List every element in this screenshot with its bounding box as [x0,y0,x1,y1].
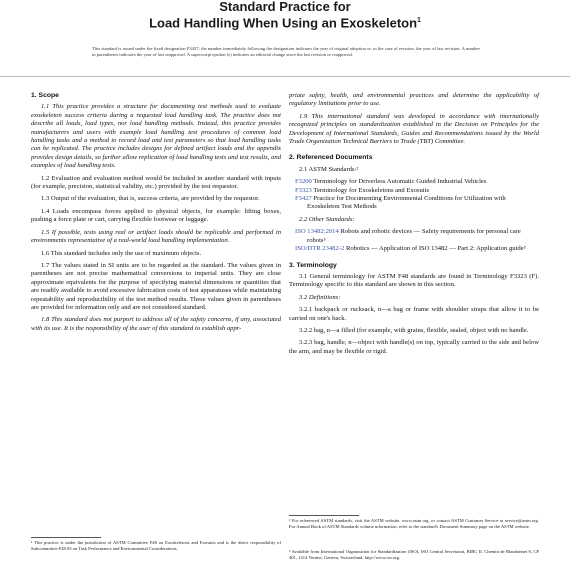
definition-bag-handle: 3.2.3 bag, handle, n—object with handle(s) on top, typically carried to the side and below the arm, and may be flexible or rigid. [289,339,539,355]
paragraph-1-4: 1.4 Loads encompass forces applied to physical objects, for example: lifting boxes, pushing a force plate or cart, carrying flexible footwear or luggage. [31,207,281,224]
reference-item [289,245,539,253]
reference-code-link[interactable]: F3323 [295,186,312,194]
title-line-2 [0,14,570,30]
paragraph-1-8-continued: priate safety, health, and environmental practices and determine the applicability of regulatory limitations prior to use. [289,92,539,108]
paragraph-3-1: 3.1 General terminology for ASTM F48 standards are found in Terminology F3323 (F). Terminology specific to this standard are shown in this section. [289,272,539,289]
left-column [31,92,281,337]
astm-standards-label: 2.1 ASTM Standards:² [299,165,359,173]
reference-title: Terminology for Driverless Automatic Guided Industrial Vehicles [313,178,487,186]
reference-item [289,178,539,186]
paragraph-1-2: 1.2 Evaluation and evaluation method would be included in another standard with inputs (for example, precision, statistical validity, etc.) provided by the test requestor. [31,174,281,191]
paragraph-3-2: 3.2 Definitions: [299,293,341,301]
title-line-1: Standard Practice for [219,0,351,14]
other-standards-label: 2.2 Other Standards: [299,215,355,223]
paragraph-1-9: 1.9 This international standard was developed in accordance with internationally recognized principles on standardization established in the Decision on Principles for the Development of International Standards, Guides and Recommendations issued by the World Trade Organization Technical Barriers to Trade (TBT) Committee. [289,112,539,146]
reference-code-link[interactable]: ISO 13482:2014 [295,228,339,236]
paragraph-1-3: 1.3 Output of the evaluation, that is, success criteria, are provided by the requestor. [41,195,260,203]
reference-code-link[interactable]: F3200 [295,178,312,186]
paragraph-1-1: 1.1 This practice provides a structure for documenting test methods used to evaluate exoskeleton success criteria during a requested load handling task. The practice does not describe all loads, load types, nor load handling methods. Instead, this practice provides manufacturers and users with example load handling test procedures of common load handling tasks and a method to record load and test parameters so that load handling tasks can be replicated. The practice includes designs for defined artifact loads and the appendix provides design details, so further allow replication of load handling tests and test results, and examples of load handling tests. [31,103,281,170]
definition-bag: 3.2.2 bag, n—a filled (for example, with grains, flexible, sealed, object with no handle. [299,326,529,334]
reference-item [289,187,539,195]
reference-code-link[interactable]: F3427 [295,195,312,203]
reference-title: Robotics — Application of ISO 13482 — Part 2: Application guide³ [345,245,526,253]
reference-item [289,195,539,212]
reference-title: Terminology for Exoskeletons and Exosuits [313,186,430,194]
reference-code-link[interactable]: ISO/DTR 23482-2 [295,245,345,253]
paragraph-1-6: 1.6 This standard includes only the use of maximum objects. [41,249,202,257]
paragraph-1-7: 1.7 The values stated in SI units are to be regarded as the standard. The values given in parentheses are not precise mathematical conversions to imperial units. They are close approximate equivalents for the purpose of specifying material dimensions or quantities that are readily available to avoid excessive fabrication costs of test apparatuses while maintaining repeatability and reproducibility of the test method results. These values given in parentheses are provided for information only and are not considered standard. [31,261,281,311]
right-column [289,92,539,360]
paragraph-1-8: 1.8 This standard does not purport to address all of the safety concerns, if any, associated with its use. It is the responsibility of the user of this standard to establish appr- [31,316,281,332]
paragraph-1-5: 1.5 If possible, tests using real or artifact loads should be replicable and performed in environments representative of a real-world load handling implementation. [31,228,281,245]
issuance-notice: This standard is issued under the fixed designation F3427; the number immediately following the designation indicates the year of original adoption or, in the case of revision, the year of last revision. A number in parentheses indicates the year of last reapproval. A superscript epsilon (ε) indicates an editorial change since the last revision or reapproval. [92,46,480,57]
section-scope-heading: 1. Scope [31,92,59,99]
section-referenced-documents-heading: 2. Referenced Documents [289,154,373,162]
section-terminology-heading: 3. Terminology [289,261,337,269]
header-divider [0,76,570,77]
footnote-1: ¹ This practice is under the jurisdiction of ASTM Committee F48 on Exoskeletons and Exosuits and is the direct responsibility of Subcommittee F48.03 on Task Performance and Environmental Considerations. [31,540,281,551]
footnote-3: ³ Available from International Organization for Standardization (ISO), ISO Central Secretariat, BIBC II, Chemin de Blandonnet 8, CP 401, 1214 Vernier, Geneva, Switzerland, http://www.iso.org. [289,549,539,560]
reference-item [289,228,539,245]
footnote-divider-right [289,515,359,516]
title-text: Load Handling When Using an Exoskeleton [149,15,418,31]
reference-title: Practice for Documenting Environmental Conditions for Utilization with Exoskeleton Test Methods [307,195,506,211]
footnote-divider-left [31,537,101,538]
footnote-2: ² For referenced ASTM standards, visit the ASTM website, www.astm.org, or contact ASTM Customer Service at service@astm.org. For Annual Book of ASTM Standards volume information, refer to the standard's Document Summary page on the ASTM website. [289,518,539,529]
definition-backpack: 3.2.1 backpack or rucksack, n—a bag or frame with shoulder straps that allow it to be carried on one's back. [289,306,539,322]
title-footnote-mark: 1 [417,17,421,24]
reference-title: Robots and robotic devices — Safety requirements for personal care robots³ [307,228,521,244]
